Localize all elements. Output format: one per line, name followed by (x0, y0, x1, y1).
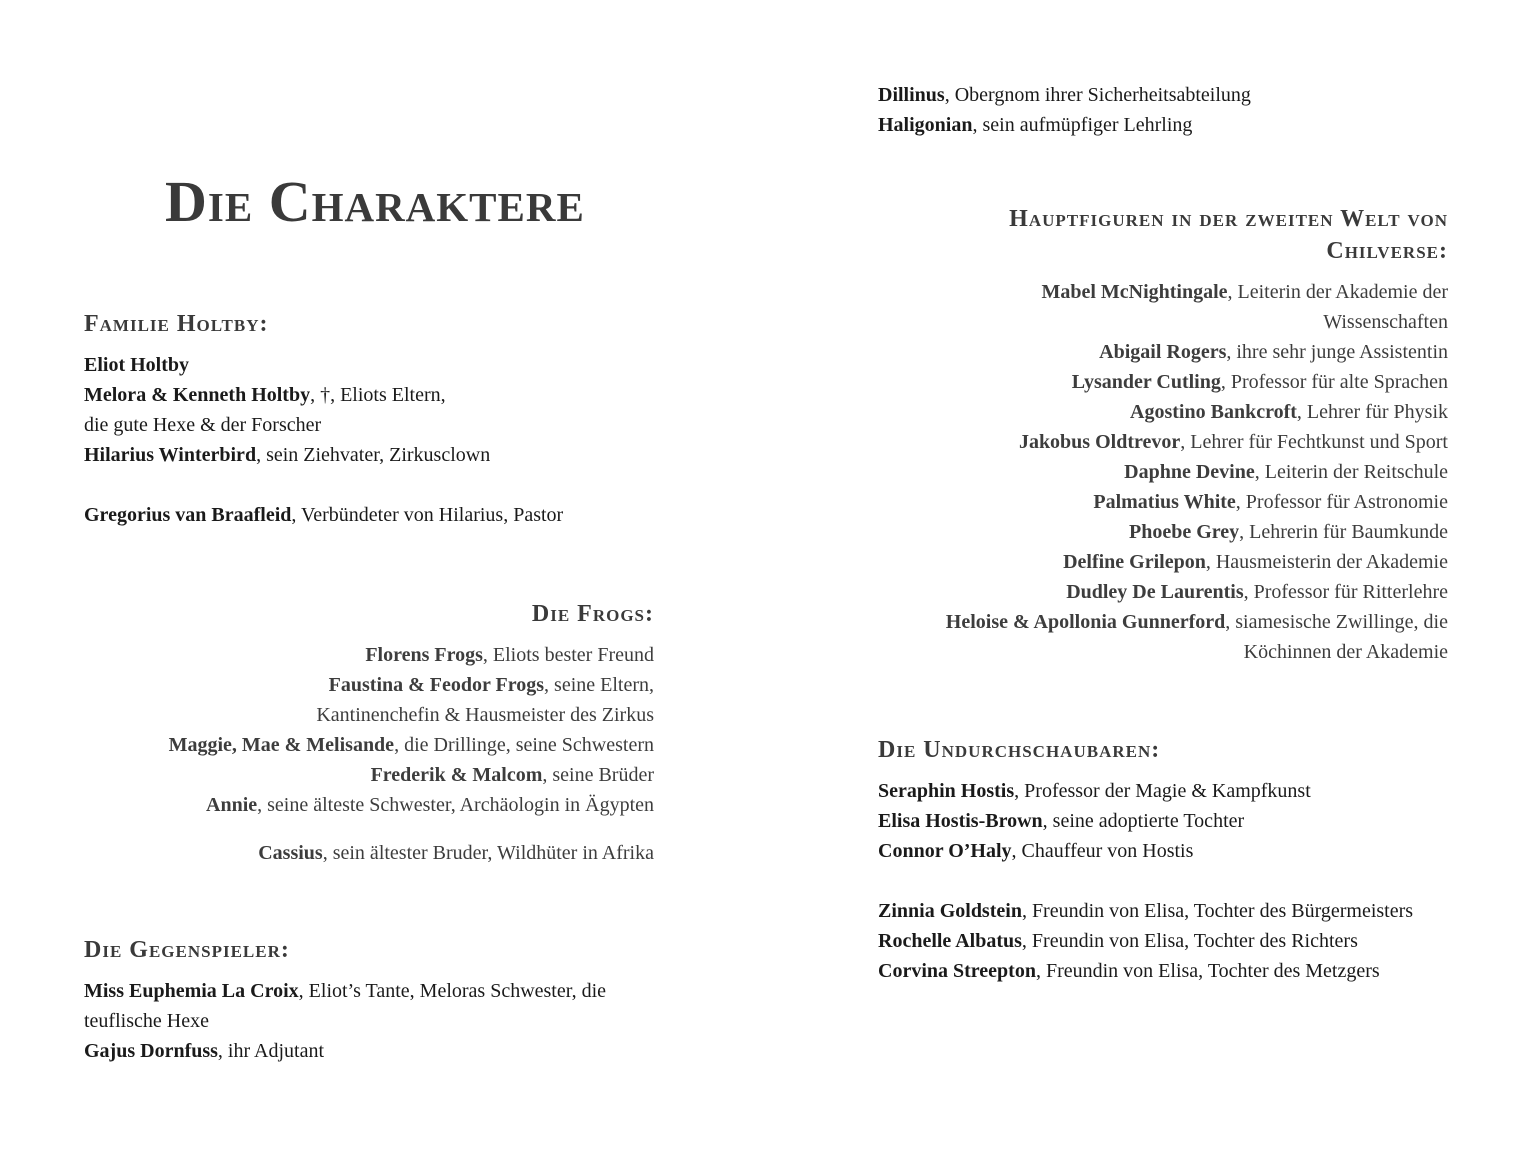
character-desc: , Freundin von Elisa, Tochter des Metzgers (1035, 960, 1380, 982)
character-desc-continued: teuflische Hexe (84, 1010, 209, 1032)
character-desc-continued: Wissenschaften (1323, 311, 1448, 333)
character-entry (84, 790, 654, 820)
character-desc: , Eliots bester Freund (482, 644, 654, 666)
character-name: Elisa Hostis-Brown (878, 810, 1043, 832)
character-entry (878, 427, 1448, 457)
character-entry (84, 440, 654, 470)
character-name: Eliot Holtby (84, 354, 190, 376)
section-die-frogs (84, 598, 654, 868)
section-heading: Die Frogs: (531, 601, 654, 627)
character-entry (878, 487, 1448, 517)
character-entry (84, 976, 654, 1006)
character-desc-continued: Köchinnen der Akademie (1243, 641, 1448, 663)
character-entry (84, 350, 654, 380)
character-entry (878, 836, 1448, 866)
section-heading: Familie Holtby: (84, 311, 269, 337)
character-entry (878, 607, 1448, 637)
character-name: Delfine Grilepon (1063, 551, 1206, 573)
character-entry (84, 838, 654, 868)
character-name: Corvina Streepton (878, 960, 1036, 982)
section-heading: Die Gegenspieler: (84, 937, 290, 963)
character-entry (84, 760, 654, 790)
character-name: Cassius (258, 842, 323, 864)
character-entry (878, 517, 1448, 547)
character-desc-continued: Kantinenchefin & Hausmeister des Zirkus (316, 704, 654, 726)
character-name: Florens Frogs (365, 644, 483, 666)
character-desc-continued: die gute Hexe & der Forscher (84, 414, 322, 436)
character-desc: , sein ältester Bruder, Wildhüter in Afrika (322, 842, 654, 864)
character-desc: , Leiterin der Reitschule (1254, 461, 1448, 483)
character-desc: , ihre sehr junge Assistentin (1226, 341, 1448, 363)
character-name: Abigail Rogers (1099, 341, 1227, 363)
character-name: Seraphin Hostis (878, 780, 1015, 802)
character-entry (84, 670, 654, 700)
character-name: Heloise & Apollonia Gunnerford (945, 611, 1226, 633)
character-desc: , ihr Adjutant (217, 1040, 325, 1062)
character-entry (878, 277, 1448, 307)
character-desc: , sein Ziehvater, Zirkusclown (256, 444, 491, 466)
character-desc: , seine älteste Schwester, Archäologin in Ägypten (257, 794, 654, 816)
character-name: Lysander Cutling (1071, 371, 1221, 393)
character-entry (84, 640, 654, 670)
character-desc: , seine Eltern, (544, 674, 654, 696)
character-entry (878, 337, 1448, 367)
character-entry (878, 956, 1448, 986)
character-name: Haligonian (878, 114, 973, 136)
character-name: Agostino Bankcroft (1130, 401, 1297, 423)
character-desc: , Obergnom ihrer Sicherheitsabteilung (944, 84, 1251, 106)
character-desc: , Lehrerin für Baumkunde (1239, 521, 1448, 543)
character-desc: , Hausmeisterin der Akademie (1205, 551, 1448, 573)
character-name: Zinnia Goldstein (878, 900, 1022, 922)
right-page (765, 0, 1530, 1162)
character-name: Melora & Kenneth Holtby (84, 384, 311, 406)
character-name: Frederik & Malcom (370, 764, 543, 786)
character-entry (878, 80, 1448, 110)
character-entry (878, 577, 1448, 607)
character-desc: , Lehrer für Fechtkunst und Sport (1180, 431, 1448, 453)
character-entry (878, 110, 1448, 140)
character-name: Rochelle Albatus (878, 930, 1022, 952)
character-name: Jakobus Oldtrevor (1018, 431, 1181, 453)
character-name: Connor O’Haly (878, 840, 1012, 862)
character-name: Faustina & Feodor Frogs (328, 674, 545, 696)
character-entry (84, 1036, 654, 1066)
character-name: Gajus Dornfuss (84, 1040, 218, 1062)
character-name: Annie (206, 794, 258, 816)
character-entry (878, 367, 1448, 397)
section-continued-top (878, 80, 1448, 140)
character-name: Phoebe Grey (1129, 521, 1240, 543)
character-name: Miss Euphemia La Croix (84, 980, 299, 1002)
section-heading: Hauptfiguren in der zweiten Welt von (1009, 206, 1448, 232)
character-desc: , Freundin von Elisa, Tochter des Richters (1021, 930, 1358, 952)
character-entry (878, 776, 1448, 806)
character-name: Dillinus (878, 84, 945, 106)
character-desc: , Professor der Magie & Kampfkunst (1014, 780, 1311, 802)
character-desc: , die Drillinge, seine Schwestern (394, 734, 654, 756)
character-name: Daphne Devine (1124, 461, 1255, 483)
character-desc: , Verbündeter von Hilarius, Pastor (291, 504, 564, 526)
character-desc: , Chauffeur von Hostis (1011, 840, 1194, 862)
character-desc: , sein aufmüpfiger Lehrling (972, 114, 1193, 136)
character-entry (84, 730, 654, 760)
section-heading-continued: Chilverse: (1326, 238, 1448, 264)
character-name: Palmatius White (1093, 491, 1236, 513)
section-familie-holtby (84, 308, 654, 530)
character-entry (84, 380, 654, 410)
character-name: Dudley De Laurentis (1066, 581, 1244, 603)
character-desc: , Freundin von Elisa, Tochter des Bürgermeisters (1021, 900, 1414, 922)
character-desc: , Lehrer für Physik (1296, 401, 1448, 423)
character-desc: , Professor für alte Sprachen (1220, 371, 1448, 393)
section-die-gegenspieler (84, 934, 654, 1066)
character-entry (878, 457, 1448, 487)
character-name: Maggie, Mae & Melisande (168, 734, 395, 756)
section-undurchschaubaren (878, 734, 1448, 986)
character-desc: , Leiterin der Akademie der (1227, 281, 1448, 303)
character-desc: , Eliot’s Tante, Meloras Schwester, die (298, 980, 607, 1002)
character-desc: , Professor für Astronomie (1235, 491, 1448, 513)
character-name: Hilarius Winterbird (84, 444, 257, 466)
character-desc: , †, Eliots Eltern, (310, 384, 446, 406)
character-desc: , siamesische Zwillinge, die (1225, 611, 1448, 633)
character-name: Mabel McNightingale (1041, 281, 1228, 303)
character-entry (84, 500, 654, 530)
character-entry (878, 397, 1448, 427)
character-entry (878, 926, 1448, 956)
character-name: Gregorius van Braafleid (84, 504, 292, 526)
section-heading: Die Undurchschaubaren: (878, 737, 1161, 763)
page-title: Die Charaktere (165, 169, 585, 234)
character-entry (878, 806, 1448, 836)
character-entry (878, 547, 1448, 577)
character-entry (878, 896, 1448, 926)
character-desc: , Professor für Ritterlehre (1243, 581, 1448, 603)
character-desc: , seine adoptierte Tochter (1042, 810, 1245, 832)
section-hauptfiguren (878, 203, 1448, 667)
character-desc: , seine Brüder (542, 764, 654, 786)
